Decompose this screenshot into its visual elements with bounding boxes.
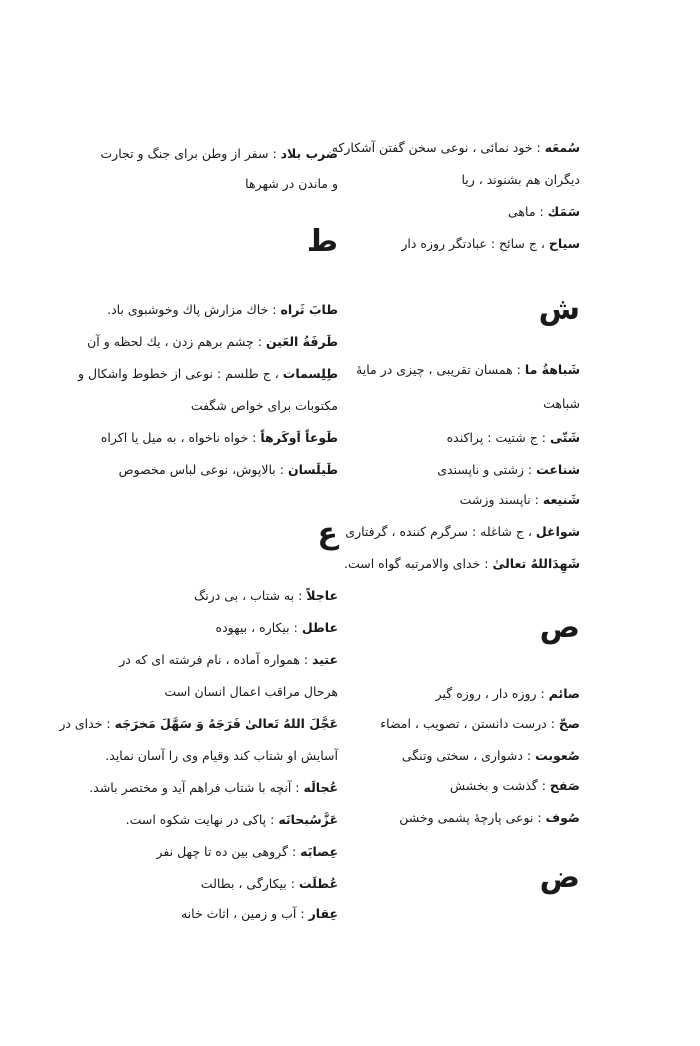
entry-term: عاطل xyxy=(301,620,338,635)
entry-definition: دیگران هم بشنوند ، ریا xyxy=(461,172,580,187)
entry-term: عِصابَه xyxy=(300,844,338,859)
entry-term: سَمَك xyxy=(547,204,580,219)
entry xyxy=(107,302,338,318)
entry xyxy=(345,524,580,540)
entry-term: صحّ xyxy=(558,716,580,731)
entry-definition: و ماندن در شهرها xyxy=(245,176,338,191)
entry-definition: آسایش او شتاب کند وقیام وی را آسان نماید. xyxy=(105,748,338,763)
entry xyxy=(201,876,338,892)
entry xyxy=(380,716,580,732)
entry xyxy=(437,462,580,478)
entry xyxy=(344,556,580,572)
entry-definition: : ماهی xyxy=(508,204,548,219)
entry-term: عَزَّسُبحانَه xyxy=(278,812,338,827)
entry-term: صُوف xyxy=(545,810,580,825)
entry-definition: : دشواری ، سختی وتنگی xyxy=(401,748,536,763)
entry xyxy=(119,652,338,668)
entry xyxy=(164,684,338,700)
entry-term: صُعوبت xyxy=(535,748,580,763)
entry-definition: : آنچه با شتاب فراهم آید و مختصر باشد. xyxy=(89,780,304,795)
entry-definition: : بیکاره ، بیهوده xyxy=(215,620,302,635)
entry xyxy=(194,588,338,604)
entry-definition: مکتوبات برای خواص شگفت xyxy=(190,398,338,413)
entry-definition: : خدای والامرتبه گواه است. xyxy=(344,556,493,571)
entry-term: شَباهةُ ما xyxy=(524,362,580,377)
section-letter-z: ض xyxy=(539,860,580,895)
section-letter-sh: ش xyxy=(538,292,580,327)
entry-definition: ، ج سائح : عبادتگر روزه دار xyxy=(401,236,549,251)
entry-term: طِلِسمات xyxy=(282,366,338,381)
entry-term: عَجَّلَ اللهُ تَعالیٰ فَرَجَهُ وَ سَهَّلَ مَخرَجَه xyxy=(114,716,338,731)
entry-definition: : زشتی و ناپسندی xyxy=(437,462,537,477)
entry-definition: : گروهی بین ده تا چهل نفر xyxy=(156,844,301,859)
entry xyxy=(543,396,580,412)
entry xyxy=(245,176,338,192)
entry xyxy=(89,780,338,796)
entry xyxy=(356,362,580,378)
entry-definition: : پاکی در نهایت شکوه است. xyxy=(125,812,279,827)
entry xyxy=(436,686,580,702)
entry-definition: : همسان تقریبی ، چیزی در مایهٔ xyxy=(356,362,525,377)
entry xyxy=(181,906,338,922)
entry-definition: : نوعی پارچهٔ پشمی وخشن xyxy=(399,810,546,825)
section-letter-t: ط xyxy=(306,224,338,259)
entry xyxy=(156,844,338,860)
entry-term: عُجالَه xyxy=(303,780,338,795)
entry xyxy=(402,748,580,764)
entry-definition: : خدای در xyxy=(59,716,115,731)
entry xyxy=(332,140,580,156)
entry xyxy=(101,430,338,446)
entry-definition: : گذشت و بخشش xyxy=(449,778,550,793)
entry-definition: : درست دانستن ، تصویب ، امضاء xyxy=(380,716,559,731)
entry xyxy=(191,398,338,414)
entry-definition: : خود نمائی ، نوعی سخن گفتن آشکارکه xyxy=(331,140,545,155)
entry-term: شَتّی xyxy=(549,430,580,445)
entry-term: صائم xyxy=(548,686,580,701)
entry-term: طَرفَةُ العَین xyxy=(265,334,338,349)
entry-definition: شباهت xyxy=(543,396,580,411)
entry-term: سیاح xyxy=(548,236,580,251)
entry xyxy=(401,236,580,252)
entry xyxy=(216,620,338,636)
entry xyxy=(508,204,580,220)
entry xyxy=(100,146,338,162)
entry-term: شَهِدَاللهُ تعالیٰ xyxy=(492,556,580,571)
entry xyxy=(105,748,338,764)
entry-definition: : سفر از وطن برای جنگ و تجارت xyxy=(100,146,281,161)
entry-term: عُطلَت xyxy=(298,876,338,891)
entry-definition: : روزه دار ، روزه گیر xyxy=(435,686,549,701)
entry-term: صَفح xyxy=(549,778,580,793)
entry-definition: : ج شتیت : پراکنده xyxy=(446,430,550,445)
entry-term: شواغل xyxy=(535,524,580,539)
entry-definition: : خاك مزارش پاك وخوشبوی باد. xyxy=(107,302,281,317)
entry-term: عِقار xyxy=(308,906,338,921)
entry-definition: : خواه ناخواه ، به میل یا اکراه xyxy=(100,430,261,445)
section-letter-s: ص xyxy=(539,610,580,645)
entry xyxy=(447,430,580,446)
entry-term: طَوعاً اَوکَرهاً xyxy=(260,430,338,445)
entry-term: طابَ ثَراه xyxy=(280,302,338,317)
entry-definition: : همواره آماده ، نام فرشته ای که در xyxy=(119,652,313,667)
entry-term: ضرب بلاد xyxy=(280,146,338,161)
entry-term: شَنیعه xyxy=(542,492,580,507)
entry xyxy=(119,462,338,478)
entry-definition: : بیکارگی ، بطالت xyxy=(200,876,299,891)
entry-definition: : ناپسند وزشت xyxy=(459,492,543,507)
entry-definition: : بالاپوش، نوعی لباس مخصوص xyxy=(118,462,288,477)
entry-definition: : چشم برهم زدن ، یك لحظه و آن xyxy=(87,334,266,349)
entry-term: عتید xyxy=(312,652,338,667)
entry-term: شناعت xyxy=(536,462,580,477)
entry xyxy=(78,366,338,382)
entry-term: طَیلَسان xyxy=(287,462,338,477)
entry-definition: هرحال مراقب اعمال انسان است xyxy=(164,684,338,699)
entry-definition: ، ج طلسم : نوعی از خطوط واشکال و xyxy=(77,366,283,381)
entry xyxy=(59,716,338,732)
entry xyxy=(461,172,580,188)
entry-term: عاجلاً xyxy=(306,588,338,603)
entry xyxy=(450,778,580,794)
entry xyxy=(126,812,338,828)
entry xyxy=(460,492,580,508)
entry-definition: : آب و زمین ، اثاث خانه xyxy=(180,906,309,921)
entry xyxy=(87,334,338,350)
entry-definition: : به شتاب ، بی درنگ xyxy=(194,588,307,603)
entry-term: سُمعَه xyxy=(544,140,580,155)
entry xyxy=(399,810,580,826)
section-letter-ain: ع xyxy=(317,516,338,551)
entry-definition: ، ج شاغله : سرگرم کننده ، گرفتاری xyxy=(345,524,536,539)
